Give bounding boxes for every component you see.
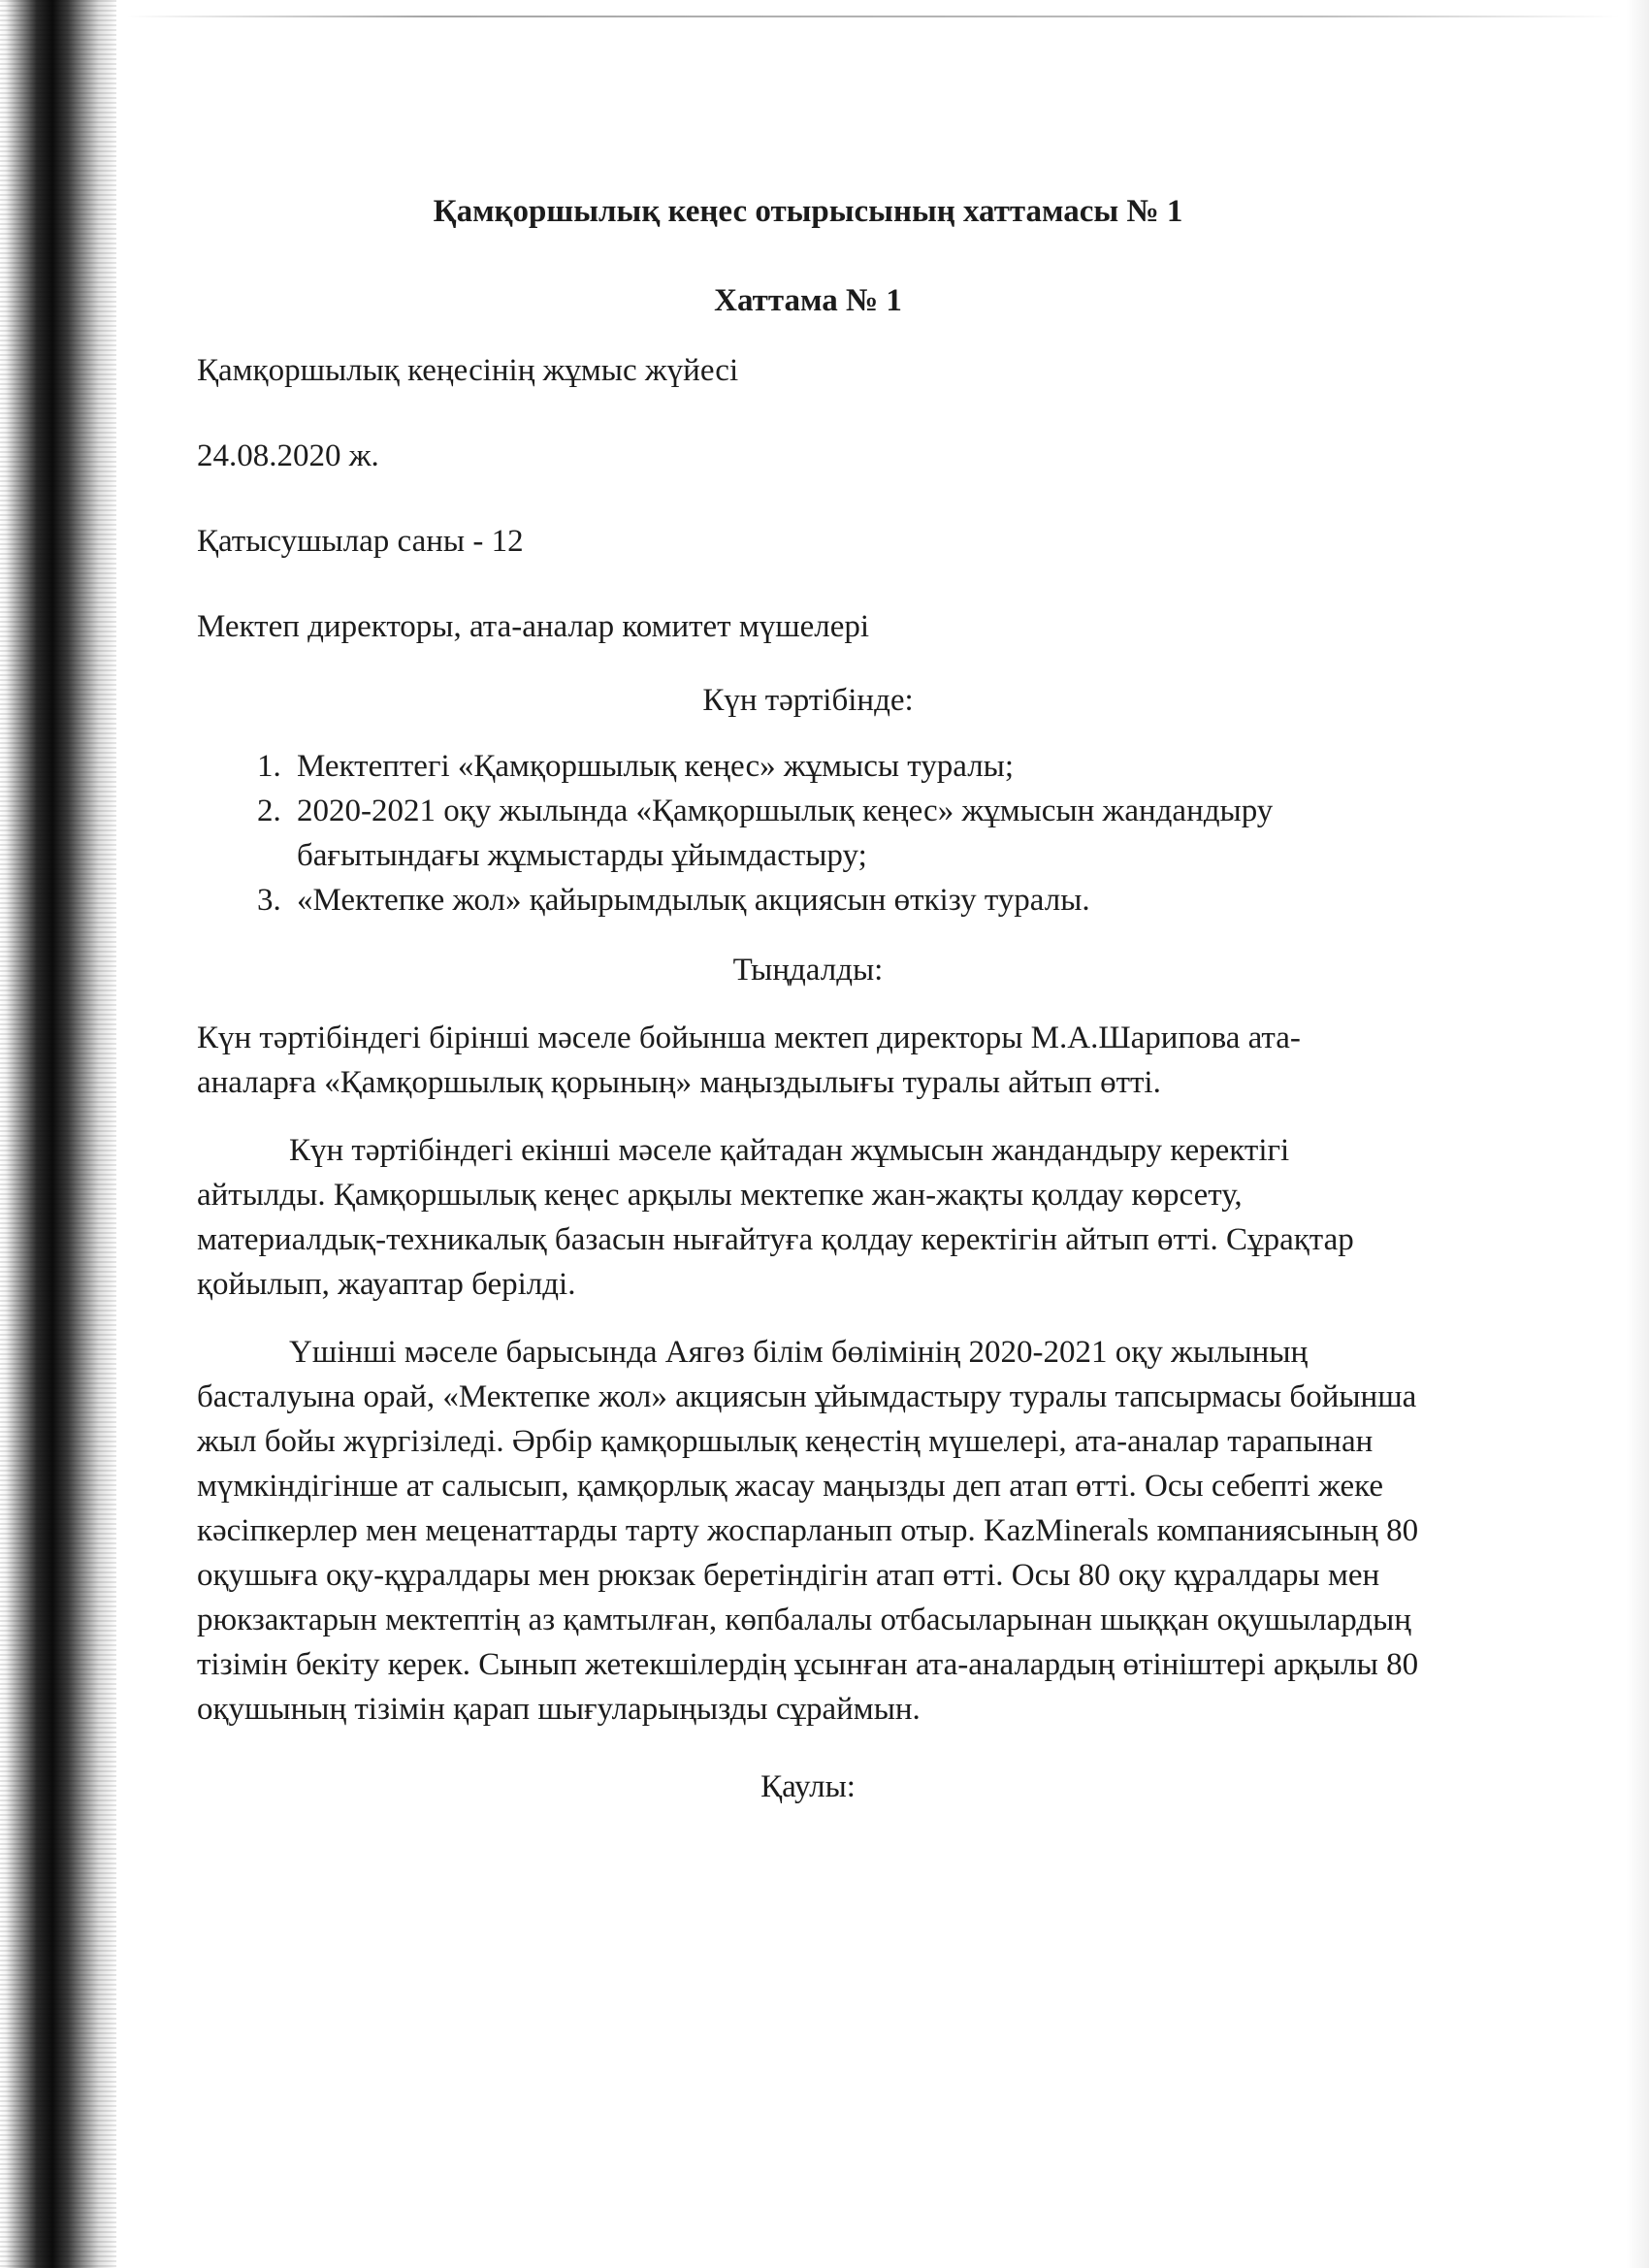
agenda-item: 2. 2020-2021 оқу жылында «Қамқоршылық кеңес» жұмысын жандандыру бағытындағы жұмыстарды ұйымдастыру; bbox=[289, 789, 1419, 878]
heard-heading: Тыңдалды: bbox=[732, 953, 884, 988]
decision-heading: Қаулы: bbox=[760, 1769, 856, 1804]
document-title: Қамқоршылық кеңес отырысының хаттамасы № 1 bbox=[433, 194, 1183, 229]
scan-edge-shadow bbox=[0, 0, 116, 2268]
system-line: Қамқоршылық кеңесінің жұмыс жүйесі bbox=[197, 353, 739, 388]
date-line: 24.08.2020 ж. bbox=[197, 438, 379, 473]
agenda-list bbox=[197, 744, 1419, 923]
scan-right-shade bbox=[1626, 0, 1649, 2268]
paragraph-second-issue: Күн тәртібіндегі екінші мәселе қайтадан жұмысын жандандыру керектігі айтылды. Қамқоршылық кеңес арқылы мектепке жан-жақты қолдау көрсету, материалдық-техникалық базасын нығайтуға қолдау керектігін айтып өтті. Сұрақтар қойылып, жауаптар берілді. bbox=[197, 1133, 1354, 1302]
document-subtitle: Хаттама № 1 bbox=[714, 283, 902, 318]
paragraph-third-issue: Үшінші мәселе барысында Аягөз білім бөлімінің 2020-2021 оқу жылының басталуына орай, «Мектепке жол» акциясын ұйымдастыру туралы тапсырмасы бойынша жыл бойы жүргізіледі. Әрбір қамқоршылық кеңестің мүшелері, ата-аналар тарапынан мүмкіндігінше ат салысып, қамқорлық жасау маңызды деп атап өтті. Осы себепті жеке кәсіпкерлер мен меценаттарды тарту жоспарланып отыр. KazMinerals компаниясының 80 оқушыға оқу-құралдары мен рюкзак беретіндігін атап өтті. Осы 80 оқу құралдары мен рюкзактарын мектептің аз қамтылған, көпбалалы отбасыларынан шыққан оқушылардың тізімін бекіту керек. Сынып жетекшілердің ұсынған ата-аналардың өтініштері арқылы 80 оқушының тізімін қарап шығуларыңызды сұраймын. bbox=[197, 1335, 1419, 1727]
attendees-line: Мектеп директоры, ата-аналар комитет мүшелері bbox=[197, 609, 870, 644]
participants-line: Қатысушылар саны - 12 bbox=[197, 524, 524, 559]
scan-top-line bbox=[126, 16, 1620, 17]
agenda-item: 3. «Мектепке жол» қайырымдылық акциясын өткізу туралы. bbox=[289, 878, 1419, 923]
agenda-item: 1. Мектептегі «Қамқоршылық кеңес» жұмысы туралы; bbox=[289, 744, 1419, 789]
document-page bbox=[197, 189, 1419, 1809]
paragraph-first-issue: Күн тәртібіндегі бірінші мәселе бойынша мектеп директоры М.А.Шарипова ата-аналарға «Қамқоршылық қорының» маңыздылығы туралы айтып өтті. bbox=[197, 1021, 1301, 1100]
agenda-heading: Күн тәртібінде: bbox=[702, 683, 914, 718]
